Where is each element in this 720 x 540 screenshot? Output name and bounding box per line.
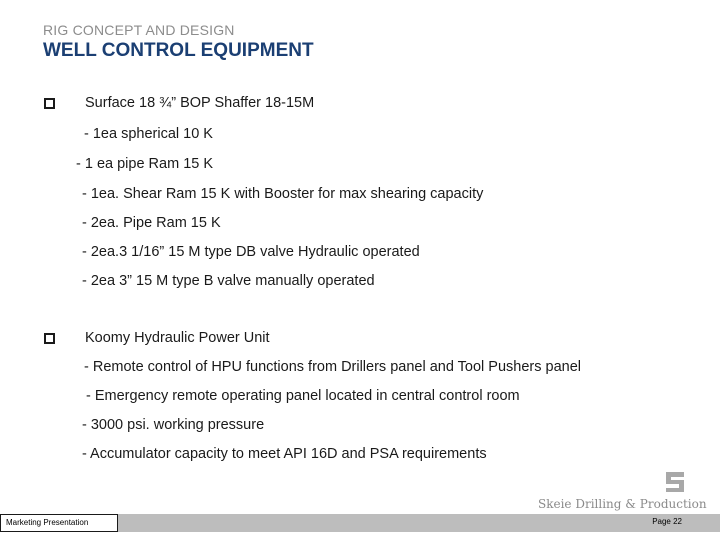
footer-bar <box>0 514 720 532</box>
list-item: - 3000 psi. working pressure <box>82 417 265 433</box>
list-item: - Remote control of HPU functions from Drillers panel and Tool Pushers panel <box>84 359 581 375</box>
footer-presentation-label: Marketing Presentation <box>6 518 89 527</box>
section-heading: Surface 18 ¾” BOP Shaffer 18-15M <box>85 95 315 111</box>
page-title: WELL CONTROL EQUIPMENT <box>43 40 314 61</box>
list-item: - 2ea. Pipe Ram 15 K <box>82 215 221 231</box>
checkbox-bullet-icon <box>44 98 55 109</box>
list-item: - 1ea. Shear Ram 15 K with Booster for max shearing capacity <box>82 186 484 202</box>
footer-label-box <box>0 514 118 532</box>
checkbox-bullet-icon <box>44 333 55 344</box>
page-number: Page 22 <box>652 517 682 526</box>
list-item: - 1 ea pipe Ram 15 K <box>76 156 214 172</box>
list-item: - Accumulator capacity to meet API 16D and PSA requirements <box>82 446 487 462</box>
section-heading: Koomy Hydraulic Power Unit <box>85 330 270 346</box>
list-item: - 2ea 3” 15 M type B valve manually operated <box>82 273 375 289</box>
section-supertitle: RIG CONCEPT AND DESIGN <box>43 22 235 38</box>
list-item: - 2ea.3 1/16” 15 M type DB valve Hydraulic operated <box>82 244 420 260</box>
list-item: - Emergency remote operating panel located in central control room <box>86 388 520 404</box>
company-name: Skeie Drilling & Production <box>538 497 707 511</box>
skeie-logo-icon <box>664 471 686 493</box>
list-item: - 1ea spherical 10 K <box>84 126 213 142</box>
